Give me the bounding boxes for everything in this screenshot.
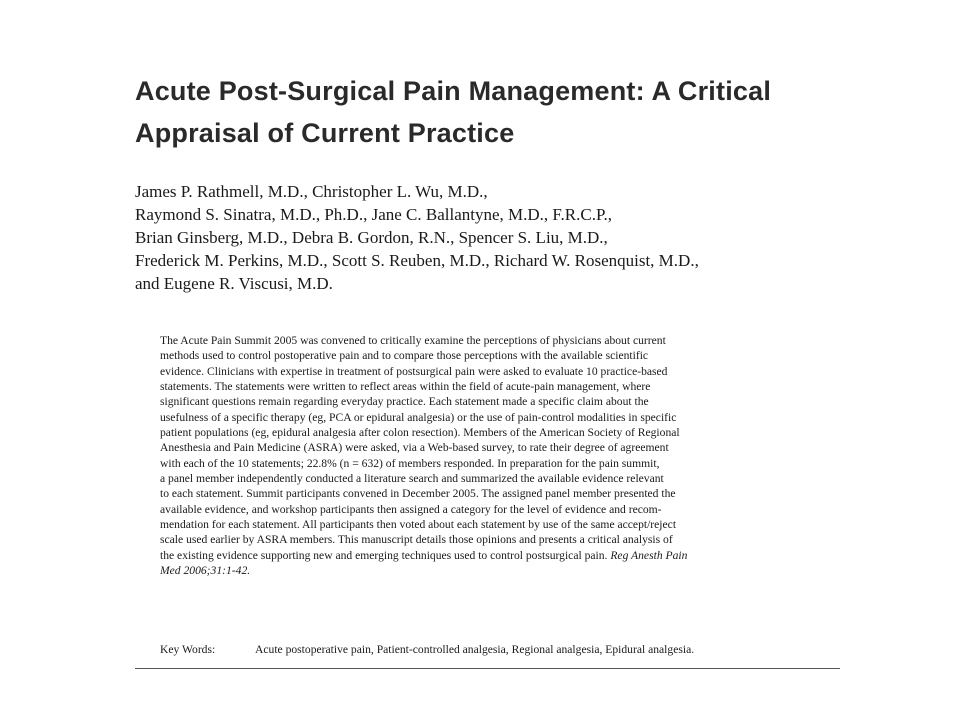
author-line: Raymond S. Sinatra, M.D., Ph.D., Jane C. Ballantyne, M.D., F.R.C.P., [135,205,613,224]
title-line-1: Acute Post-Surgical Pain Management: A Critical [135,76,772,106]
abstract-line: significant questions remain regarding everyday practice. Each statement made a specific claim about the [160,395,649,409]
abstract-line: patient populations (eg, epidural analgesia after colon resection). Members of the American Society of Regional [160,426,680,440]
abstract-line: methods used to control postoperative pain and to compare those perceptions with the available scientific [160,349,649,363]
title-line-2: Appraisal of Current Practice [135,118,515,148]
abstract [160,333,820,579]
citation-volume: Med 2006;31:1-42. [160,564,251,578]
abstract-line: The Acute Pain Summit 2005 was convened to critically examine the perceptions of physicians about current [160,334,666,347]
keywords-value: Acute postoperative pain, Patient-controlled analgesia, Regional analgesia, Epidural analgesia. [255,643,695,656]
author-line: James P. Rathmell, M.D., Christopher L. Wu, M.D., [135,182,488,201]
abstract-line: to each statement. Summit participants convened in December 2005. The assigned panel member presented the [160,487,676,501]
keywords [160,642,840,657]
abstract-text: the existing evidence supporting new and emerging techniques used to control postsurgical pain. [160,548,611,562]
abstract-line: Anesthesia and Pain Medicine (ASRA) were asked, via a Web-based survey, to rate their degree of agreement [160,441,669,455]
citation-journal: Reg Anesth Pain [610,548,688,562]
abstract-line: a panel member independently conducted a literature search and summarized the available evidence relevant [160,472,664,486]
paper-title [135,70,855,154]
abstract-line: mendation for each statement. All participants then voted about each statement by use of the same accept/reject [160,518,677,532]
abstract-line: usefulness of a specific therapy (eg, PCA or epidural analgesia) or the use of pain-control modalities in specific [160,410,677,424]
author-list [135,180,875,295]
abstract-line: evidence. Clinicians with expertise in treatment of postsurgical pain were asked to evaluate 10 practice-based [160,364,668,378]
author-line: Brian Ginsberg, M.D., Debra B. Gordon, R.N., Spencer S. Liu, M.D., [135,228,608,247]
abstract-line: with each of the 10 statements; 22.8% (n = 632) of members responded. In preparation for the pain summit, [160,456,660,470]
abstract-line-with-citation [160,548,820,563]
abstract-line: statements. The statements were written to reflect areas within the field of acute-pain management, where [160,380,651,394]
author-line: Frederick M. Perkins, M.D., Scott S. Reuben, M.D., Richard W. Rosenquist, M.D., [135,251,699,270]
author-line: and Eugene R. Viscusi, M.D. [135,274,333,293]
keywords-label: Key Words: [160,643,216,656]
abstract-line: scale used earlier by ASRA members. This manuscript details those opinions and presents a critical analysis of [160,533,673,547]
abstract-line: available evidence, and workshop participants then assigned a category for the level of evidence and recom- [160,502,662,516]
divider-rule [135,668,840,669]
